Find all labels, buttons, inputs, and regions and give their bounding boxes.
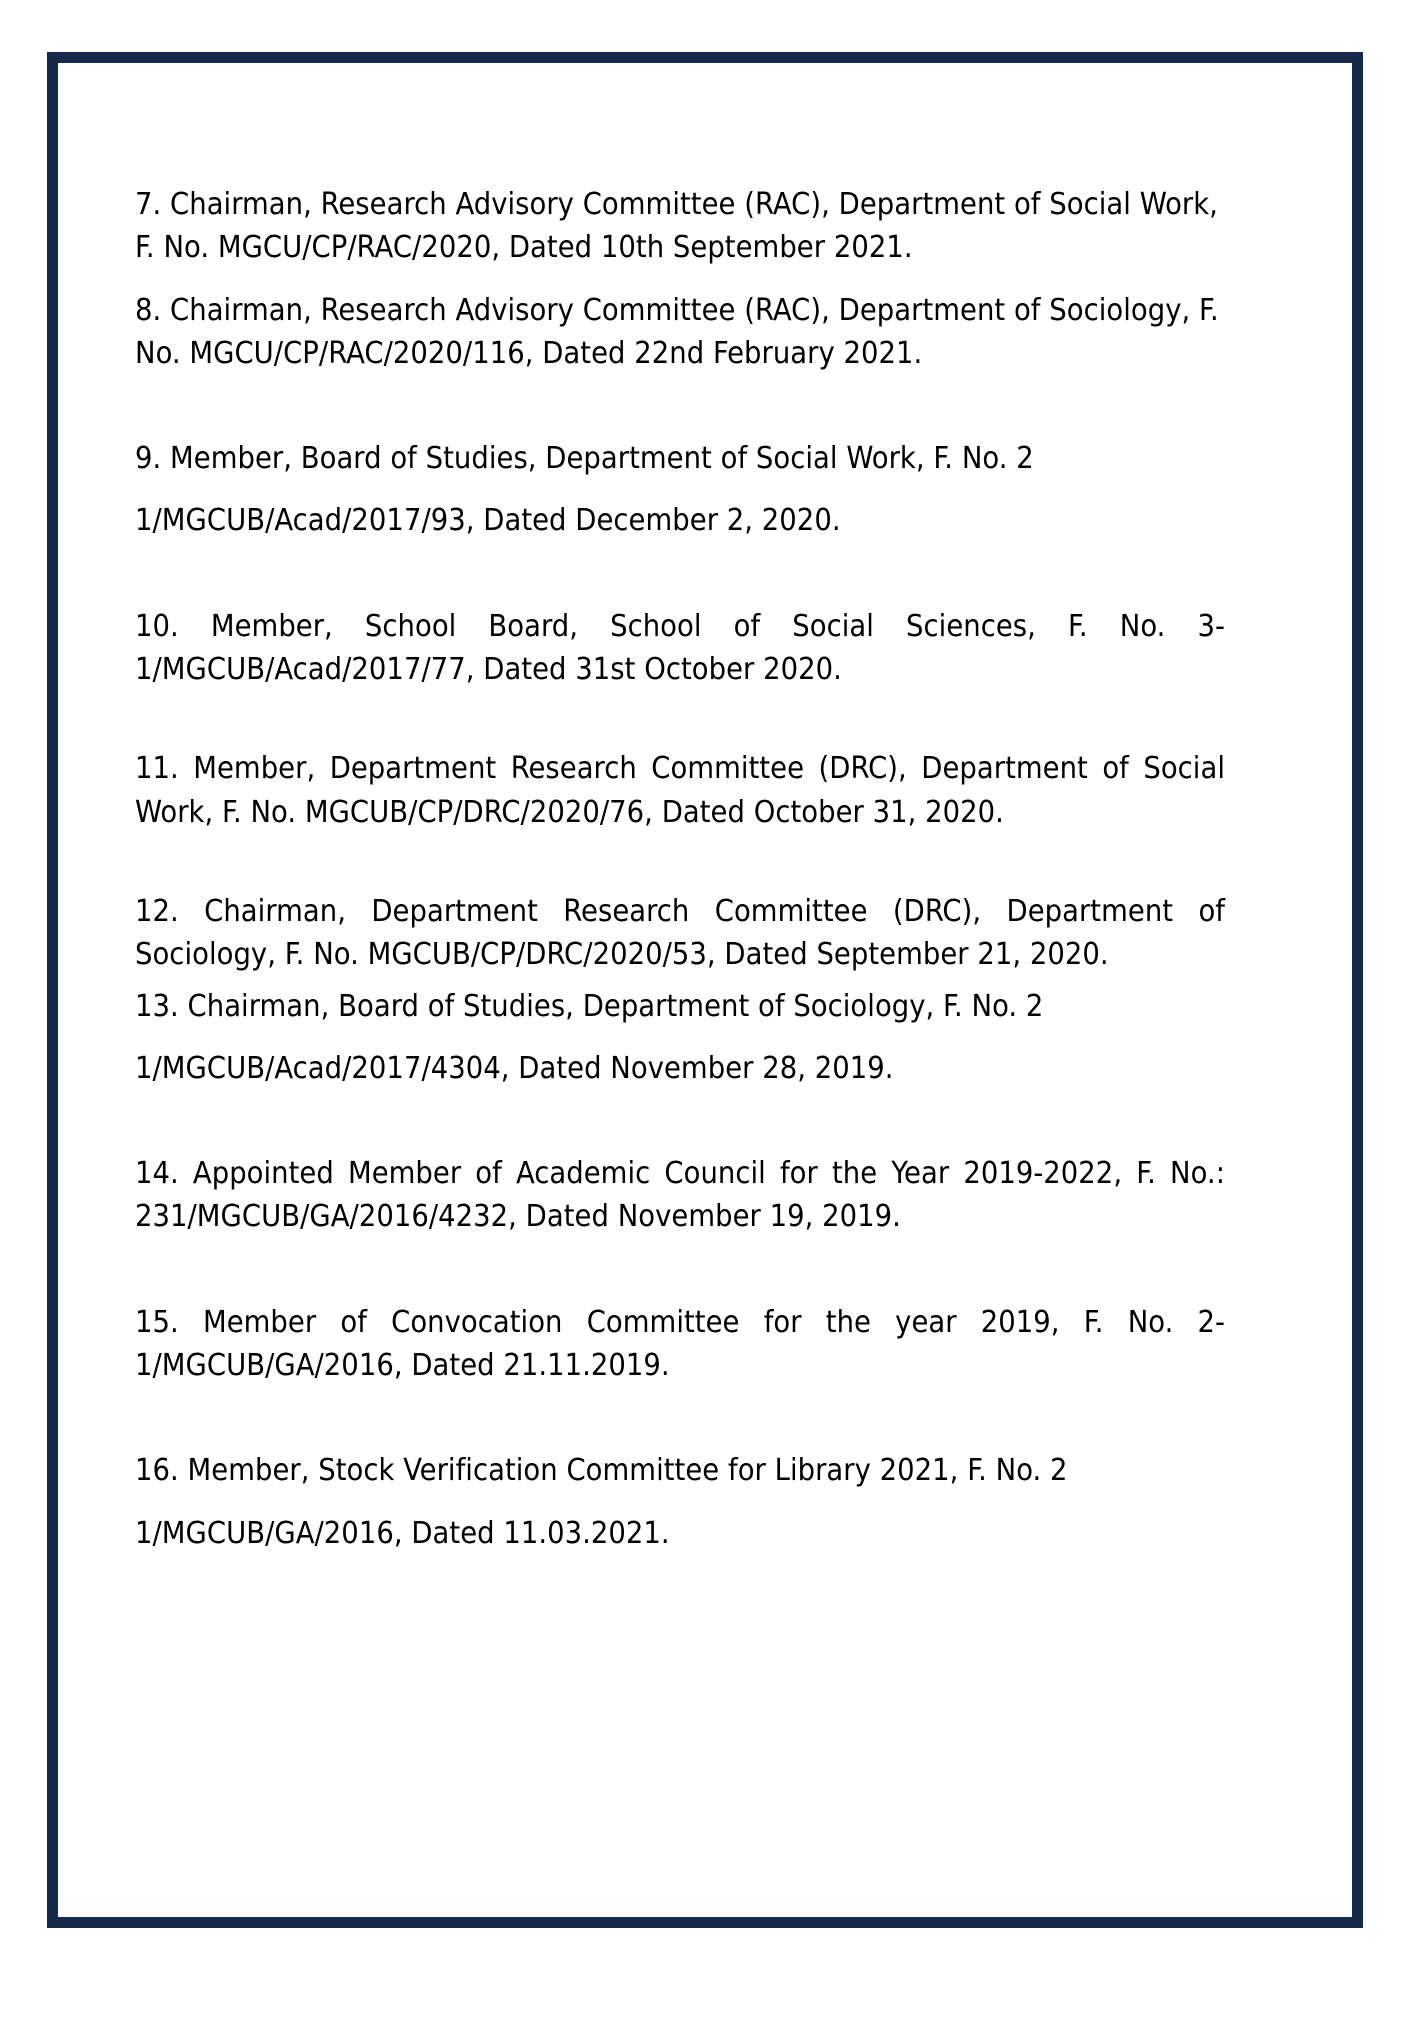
list-item-16: 16. Member, Stock Verification Committee for Library 2021, F. No. 2 xyxy=(135,1453,1068,1489)
spacer xyxy=(135,543,1225,605)
spacer xyxy=(135,375,1225,437)
spacer xyxy=(135,691,1225,747)
list-item-13-continuation: 1/MGCUB/Acad/2017/4304, Dated November 28, 2019. xyxy=(135,1050,894,1086)
list-item-9: 9. Member, Board of Studies, Department of Social Work, F. No. 2 xyxy=(135,441,1034,477)
list-item-10: 10. Member, School Board, School of Social Sciences, F. No. 3-1/MGCUB/Acad/2017/77, Dated 31st October 2020. xyxy=(135,608,1225,688)
spacer xyxy=(135,977,1225,985)
list-item-15: 15. Member of Convocation Committee for the year 2019, F. No. 2-1/MGCUB/GA/2016, Dated 21.11.2019. xyxy=(135,1304,1225,1384)
list-item-7: 7. Chairman, Research Advisory Committee (RAC), Department of Social Work, F. No. MGCU/CP/RAC/2020, Dated 10th September 2021. xyxy=(135,187,1218,266)
spacer xyxy=(135,480,1225,499)
spacer xyxy=(135,834,1225,890)
list-item-13: 13. Chairman, Board of Studies, Department of Sociology, F. No. 2 xyxy=(135,988,1044,1024)
list-item-12: 12. Chairman, Department Research Committee (DRC), Department of Sociology, F. No. MGCUB/CP/DRC/2020/53, Dated September 21, 2020. xyxy=(135,893,1225,973)
spacer xyxy=(135,270,1225,289)
document-page-frame xyxy=(47,52,1363,1928)
spacer xyxy=(135,1090,1225,1152)
spacer xyxy=(135,1028,1225,1047)
spacer xyxy=(135,1387,1225,1449)
spacer xyxy=(135,1493,1225,1512)
spacer xyxy=(135,1239,1225,1301)
list-item-9-continuation: 1/MGCUB/Acad/2017/93, Dated December 2, 2020. xyxy=(135,503,841,539)
document-page xyxy=(58,63,1352,1917)
list-item-11: 11. Member, Department Research Committee (DRC), Department of Social Work, F. No. MGCUB/CP/DRC/2020/76, Dated October 31, 2020. xyxy=(135,751,1225,830)
document-body xyxy=(135,183,1225,1555)
list-item-14: 14. Appointed Member of Academic Council for the Year 2019-2022, F. No.: 231/MGCUB/GA/2016/4232, Dated November 19, 2019. xyxy=(135,1156,1225,1235)
list-item-16-continuation: 1/MGCUB/GA/2016, Dated 11.03.2021. xyxy=(135,1515,670,1551)
list-item-8: 8. Chairman, Research Advisory Committee (RAC), Department of Sociology, F. No. MGCU/CP/RAC/2020/116, Dated 22nd February 2021. xyxy=(135,292,1219,371)
